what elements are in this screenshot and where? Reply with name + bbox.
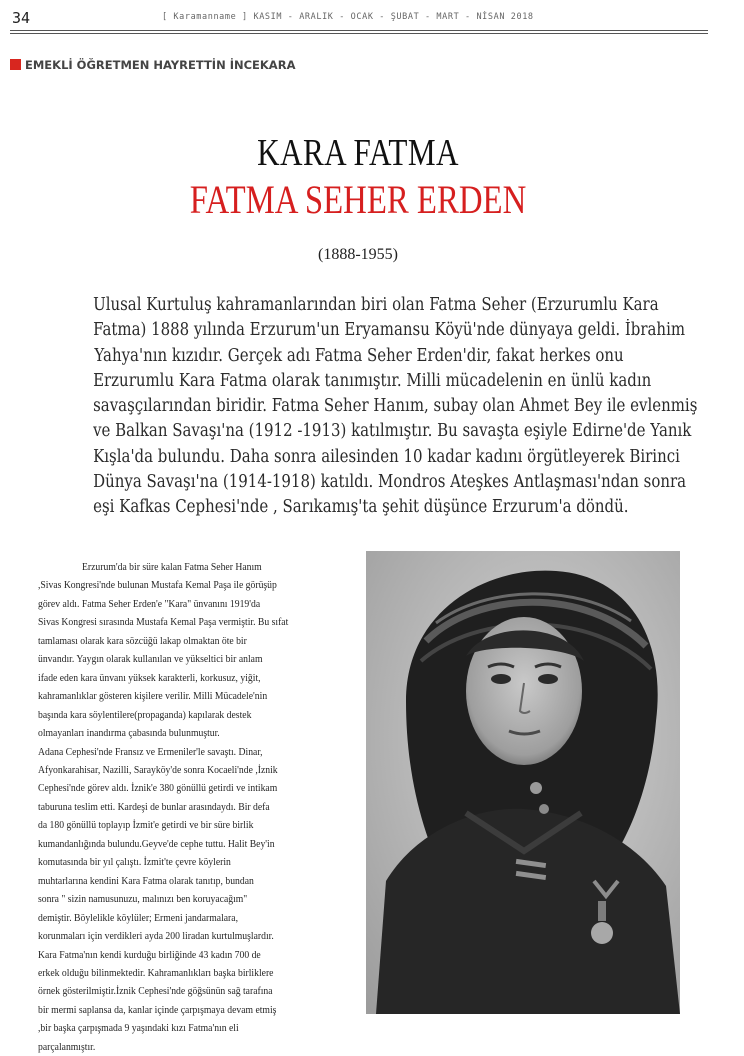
body-line: da 180 gönüllü toplayıp İzmit'e getirdi ve bir süre birlik [38,819,254,832]
body-line: sonra " sizin namusunuzu, malınızı ben koruyacağım" [38,893,248,906]
body-line: ,bir başka çarpışmada 9 yaşındaki kızı Fatma'nın eli [38,1022,239,1035]
lead-line: Yahya'nın kızıdır. Gerçek adı Fatma Seher Erden'dir, fakat herkes onu [94,345,624,366]
body-line: kahramanlıklar gösteren kişilere verilir. Milli Mücadele'nin [38,690,268,703]
article-title: KARA FATMA [257,132,459,174]
body-line: Adana Cephesi'nde Fransız ve Ermeniler'le savaştı. Dinar, [38,745,263,758]
author-byline: EMEKLİ ÖĞRETMEN HAYRETTİN İNCEKARA [25,58,296,72]
lead-paragraph [48,293,698,521]
lead-line: savaşçılarından biridir. Fatma Seher Hanım, subay olan Ahmet Bey ile evlenmiş [93,396,698,417]
body-line: kumandanlığında bulundu.Geyve'de cephe tuttu. Halit Bey'in [38,837,275,850]
portrait-photo [366,551,680,1014]
lead-line: Dünya Savaşı'na (1914-1918) katıldı. Mondros Ateşkes Antlaşması'ndan sonra [93,472,687,493]
running-head: [ Karamanname ] KASIM - ARALIK - OCAK - ŞUBAT - MART - NİSAN 2018 [162,12,534,22]
body-line: Erzurum'da bir süre kalan Fatma Seher Hanım [82,561,262,573]
body-line: olmayanları inandırma çabasında bulunmuştur. [38,727,220,740]
body-line: başında kara söylentilere(propaganda) kapılarak destek [38,708,252,721]
body-line: parçalanmıştır. [38,1040,96,1053]
lead-line: Kışla'da bulundu. Daha sonra ailesinden 10 kadar kadını örgütleyerek Birinci [93,446,680,467]
body-line: Cephesi'nde görev aldı. İznik'e 380 gönüllü getirdi ve intikam [38,782,278,795]
lead-line: Erzurumlu Kara Fatma olarak tanımıştır. Milli mücadelenin en ünlü kadın [93,370,652,391]
page-number: 34 [12,9,31,27]
body-line: bir mermi saplansa da, kanlar içinde çarpışmaya devam etmiş [38,1003,277,1016]
lead-line: eşi Kafkas Cephesi'nde , Sarıkamış'ta şehit düşünce Erzurum'a döndü. [93,497,629,518]
header-rule-bottom [10,33,708,34]
body-line: ifade eden kara ünvanı yüksek karakterli, korkusuz, yiğit, [38,671,261,684]
header-rule-top [10,30,708,31]
body-line: korunmaları için verdikleri ayda 200 liradan kurtulmuşlardır. [38,930,274,943]
article-subtitle: FATMA SEHER ERDEN [189,177,527,222]
life-years: (1888-1955) [318,246,398,263]
body-line: tamlaması olarak kara sözcüğü lakap olmaktan öte bir [38,634,247,647]
body-line: ünvandır. Yaygın olarak kullanılan ve yükseltici bir anlam [38,653,263,666]
body-text-column [38,558,334,1056]
body-line: ,Sivas Kongresi'nde bulunan Mustafa Kemal Paşa ile görüşüp [38,579,277,592]
body-line: muhtarlarına kendini Kara Fatma olarak tanıtıp, bundan [38,874,254,887]
lead-line: Fatma) 1888 yılında Erzurum'un Eryamansu Köyü'nde dünyaya geldi. İbrahim [93,320,686,341]
body-line: görev aldı. Fatma Seher Erden'e "Kara" ünvanını 1919'da [38,597,261,610]
body-line: örnek gösterilmiştir.İznik Cephesi'nde göğsünün sağ tarafına [38,985,273,998]
lead-line: ve Balkan Savaşı'na (1912 -1913) katılmıştır. Bu savaşta eşiyle Edirne'de Yanık [93,421,692,442]
body-line: Sivas Kongresi sırasında Mustafa Kemal Paşa vermiştir. Bu sıfat [38,616,289,629]
body-line: Afyonkarahisar, Nazilli, Sarayköy'de sonra Kocaeli'nde ,İznik [38,763,278,776]
body-line: taburuna teslim etti. Kardeşi de bunlar arasındaydı. Bir defa [38,800,270,813]
body-line: Kara Fatma'nın kendi kurduğu birliğinde 43 kadın 700 de [38,948,261,961]
author-marker [10,59,21,70]
body-line: komutasında bir yıl çalıştı. İzmit'te çevre köylerin [38,856,231,869]
body-line: erkek olduğu bilinmektedir. Kahramanlıkları başka birliklere [38,966,274,979]
body-line: demiştir. Böylelikle köylüler; Ermeni jandarmalara, [38,911,239,924]
lead-line: Ulusal Kurtuluş kahramanlarından biri olan Fatma Seher (Erzurumlu Kara [93,295,659,315]
